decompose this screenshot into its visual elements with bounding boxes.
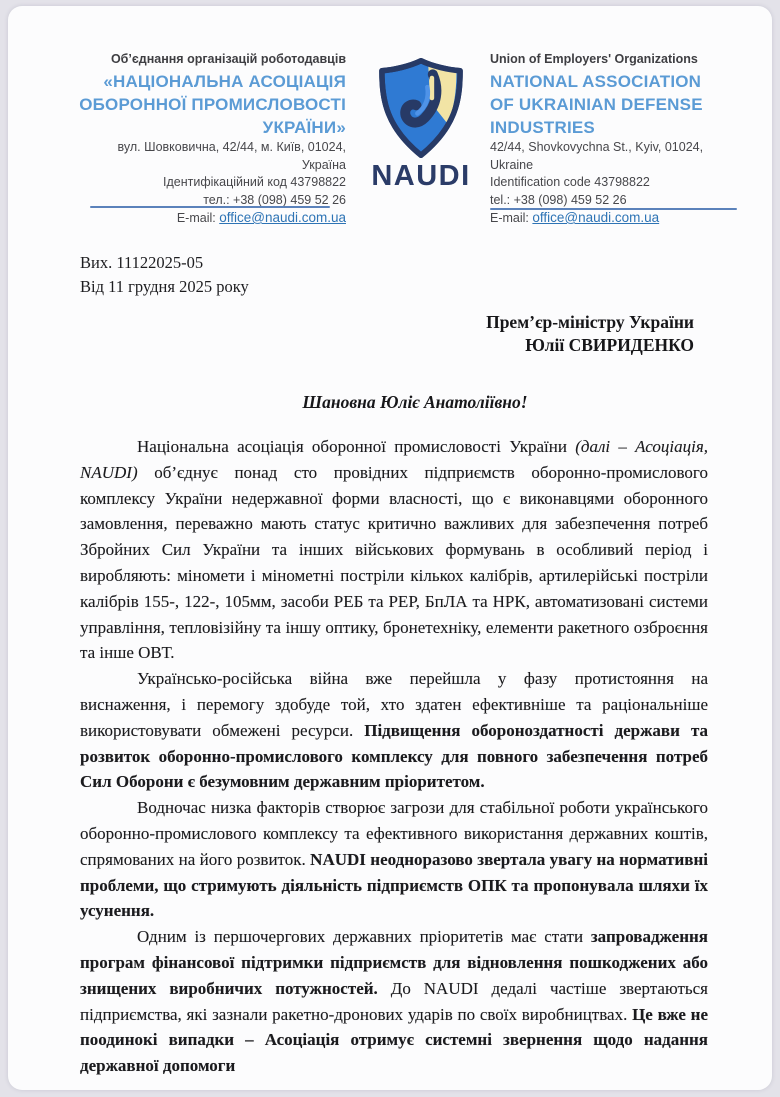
divider-line-left bbox=[90, 206, 330, 208]
naudi-wordmark: NAUDI bbox=[371, 160, 471, 192]
org-name-uk-line-1: «НАЦІОНАЛЬНА АСОЦІАЦІЯ bbox=[103, 72, 346, 91]
email-row-uk bbox=[78, 209, 346, 228]
body-paragraph: Водночас низка факторів створює загрози для стабільної роботи українського оборонно-промислового комплексу та ефективного використання державних коштів, спрямованих на його розвиток. NAUDI неодноразово звертала увагу на нормативні проблеми, що стримують діяльність підприємств ОПК та пропонувала шляхи їх усунення. bbox=[80, 798, 709, 921]
email-link-en[interactable]: office@naudi.com.ua bbox=[532, 210, 660, 225]
id-code-en: Identification code 43798822 bbox=[490, 175, 650, 189]
address-uk: вул. Шовковична, 42/44, м. Київ, 01024, Україна bbox=[117, 140, 346, 172]
email-label-uk: E-mail: bbox=[176, 211, 216, 225]
salutation: Шановна Юліє Анатоліївно! bbox=[302, 392, 528, 412]
phone-uk: тел.: +38 (098) 459 52 26 bbox=[203, 192, 346, 207]
reference-block bbox=[80, 251, 249, 298]
letterhead-english bbox=[490, 51, 746, 228]
id-code-uk: Ідентифікаційний код 43798822 bbox=[162, 175, 346, 189]
body-paragraph: Національна асоціація оборонної промисловості України (далі – Асоціація, NAUDI) об’єднує понад сто провідних підприємств оборонно-промислового комплексу України недержавної форми власності, що є виконавцями оборонного замовлення, переважно мають статус критично важливих для забезпечення потреб Збройних Сил України та інших військових формувань в особливий період і виробляють: міномети і мінометні постріли кількох калібрів, артилерійські постріли калібрів 155-, 122-, 105мм, засоби РЕБ та РЕР, БпЛА та НРК, автоматизовані системи управління, тепловізійну та іншу оптику, бронетехніку, елементи ракетного озброєння та інше ОВТ. bbox=[80, 437, 708, 663]
org-name-en-line-1: NATIONAL ASSOCIATION bbox=[490, 72, 702, 91]
body-paragraph: Одним із першочергових державних пріоритетів має стати запровадження програм фінансової підтримки підприємств для відновлення пошкоджених або знищених виробничих потужностей. До NAUDI дедалі частіше звертаються підприємства, які зазнали ракетно-дронових ударів по своїх виробництвах. Це вже не поодинокі випадки – Асоціація отримує системні звернення щодо надання державної допомоги bbox=[80, 927, 708, 1076]
reference-date: Від 11 грудня 2025 року bbox=[80, 276, 249, 296]
addressee-title: Прем’єр-міністру України bbox=[486, 312, 694, 332]
body-paragraph: Українсько-російська війна вже перейшла у фазу протистояння на виснаження, і перемогу здобуде той, хто здатен ефективніше та раціональніше використовувати обмежені ресурси. Підвищення обороноздатності держави та розвиток оборонно-промислового комплексу для повного забезпечення потреб Сил Оборони є безумовним державним пріоритетом. bbox=[80, 669, 708, 792]
email-label-en: E-mail: bbox=[490, 211, 529, 225]
org-name-uk-line-2: ОБОРОННОЇ ПРОМИСЛОВОСТІ bbox=[79, 95, 346, 114]
letterhead-ukrainian bbox=[78, 51, 346, 228]
addressee-name: Юлії СВИРИДЕНКО bbox=[525, 335, 694, 355]
shield-icon bbox=[375, 58, 467, 158]
email-row-en bbox=[490, 209, 746, 228]
org-type-en: Union of Employers' Organizations bbox=[490, 52, 698, 66]
addressee-block bbox=[486, 311, 694, 357]
org-type-uk: Об’єднання організацій роботодавців bbox=[110, 52, 346, 66]
reference-number: Вих. 11122025-05 bbox=[80, 253, 204, 272]
letter-sheet bbox=[8, 6, 772, 1090]
letter-body bbox=[80, 434, 708, 1079]
org-name-en-line-3: INDUSTRIES bbox=[490, 118, 595, 137]
address-en: 42/44, Shovkovychna St., Kyiv, 01024, Ukraine bbox=[490, 140, 704, 172]
email-link-uk[interactable]: office@naudi.com.ua bbox=[219, 210, 346, 225]
phone-en: tel.: +38 (098) 459 52 26 bbox=[490, 192, 627, 207]
org-name-uk-line-3: УКРАЇНИ» bbox=[262, 118, 346, 137]
org-name-en-line-2: OF UKRAINIAN DEFENSE bbox=[490, 95, 703, 114]
divider-line-right bbox=[490, 208, 737, 210]
naudi-logo bbox=[360, 58, 482, 193]
